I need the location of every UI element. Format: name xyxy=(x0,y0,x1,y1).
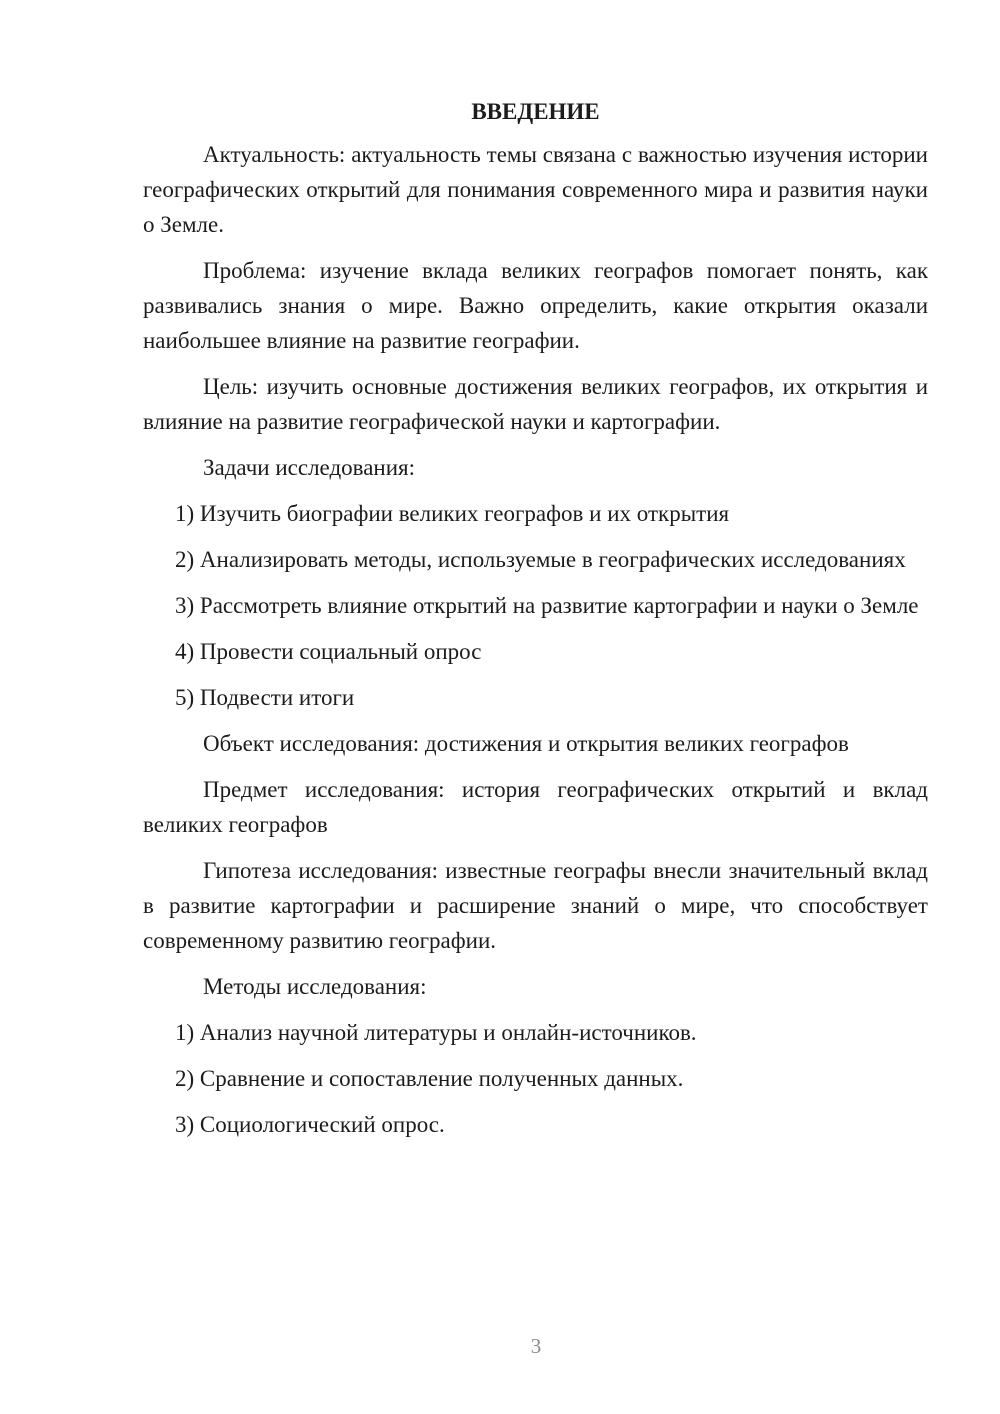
task-item-4: 4) Провести социальный опрос xyxy=(175,639,482,664)
methods-heading: Методы исследования: xyxy=(203,974,427,999)
method-item-3: 3) Социологический опрос. xyxy=(175,1112,445,1137)
task-item-2: 2) Анализировать методы, используемые в географических исследованиях xyxy=(175,547,906,572)
task-item-5: 5) Подвести итоги xyxy=(175,685,355,710)
object-paragraph: Объект исследования: достижения и открытия великих географов xyxy=(203,731,849,756)
section-title: ВВЕДЕНИЕ xyxy=(471,99,600,124)
problem-paragraph: Проблема: изучение вклада великих географов помогает понять, как развивались знания о мире. Важно определить, какие открытия оказали наибольшее влияние на развитие географии. xyxy=(143,258,928,353)
page-number: 3 xyxy=(530,1334,542,1358)
page-content xyxy=(143,94,928,1153)
method-item-2: 2) Сравнение и сопоставление полученных данных. xyxy=(175,1066,684,1091)
tasks-heading: Задачи исследования: xyxy=(203,455,416,480)
hypothesis-paragraph: Гипотеза исследования: известные географы внесли значительный вклад в развитие картографии и расширение знаний о мире, что способствует современному развитию географии. xyxy=(143,858,928,953)
goal-paragraph: Цель: изучить основные достижения великих географов, их открытия и влияние на развитие географической науки и картографии. xyxy=(143,374,928,434)
task-item-3: 3) Рассмотреть влияние открытий на развитие картографии и науки о Земле xyxy=(175,593,919,618)
task-item-1: 1) Изучить биографии великих географов и их открытия xyxy=(175,501,730,526)
method-item-1: 1) Анализ научной литературы и онлайн-источников. xyxy=(175,1020,697,1045)
subject-paragraph: Предмет исследования: история географических открытий и вклад великих географов xyxy=(143,777,928,837)
relevance-paragraph: Актуальность: актуальность темы связана с важностью изучения истории географических открытий для понимания современного мира и развития науки о Земле. xyxy=(143,142,928,237)
